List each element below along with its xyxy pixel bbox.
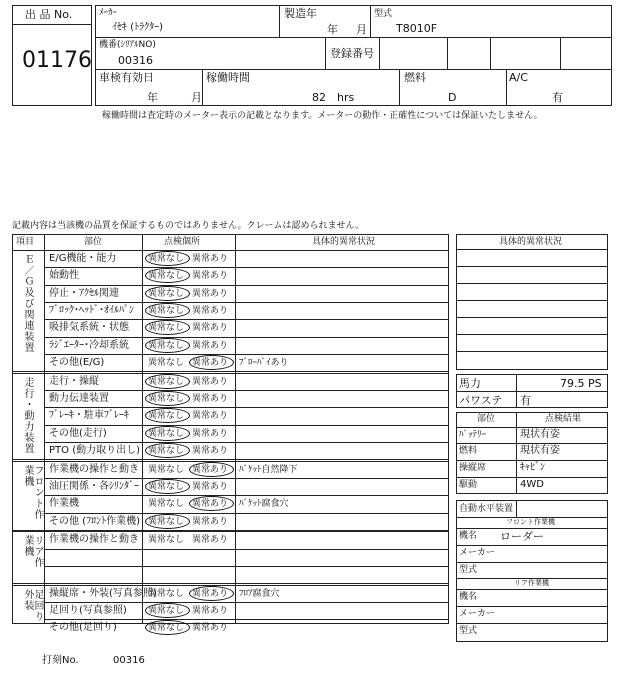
column-header-item: 項目 <box>16 237 35 247</box>
hours-unit: hrs <box>337 91 355 104</box>
part-label: その他 (ﾌﾛﾝﾄ作業機) <box>49 515 140 527</box>
abnormal-option[interactable]: 異常あり <box>192 499 229 510</box>
hours-label: 稼働時間 <box>206 71 250 84</box>
maker-value: ｲｾｷ (ﾄﾗｸﾀｰ) <box>112 22 163 33</box>
normal-circle-mark <box>145 374 190 389</box>
ac-label: A/C <box>509 71 528 84</box>
abnormal-circle-mark <box>189 462 234 477</box>
year-unit: 年 <box>327 23 338 36</box>
detail-text: ﾌﾛｱ腐食穴 <box>239 588 280 599</box>
power-steering-value: 有 <box>520 394 531 407</box>
disclaimer: 記載内容は当該機の品質を保証するものではありません。クレームは認められません。 <box>12 221 365 231</box>
ac-value: 有 <box>552 91 563 104</box>
stamp-number-value: 00316 <box>113 655 145 666</box>
lot-number: 01176 <box>22 48 92 73</box>
part-label: PTO (動力取り出し) <box>49 444 140 456</box>
normal-option[interactable]: 異常なし <box>148 464 185 475</box>
inspection-year: 年 <box>147 91 158 104</box>
result-part: 駆動 <box>459 480 478 490</box>
normal-option[interactable]: 異常なし <box>148 445 185 456</box>
abnormal-circle-mark <box>189 355 234 370</box>
normal-option[interactable]: 異常なし <box>148 323 185 334</box>
front-name-label: 機名 <box>459 531 478 541</box>
registration-label: 登録番号 <box>330 47 374 60</box>
abnormal-option[interactable]: 異常あり <box>192 588 229 599</box>
serial-label: 機番(ｼﾘｱﾙNO) <box>99 40 156 50</box>
part-label: 作業機の操作と動き <box>49 463 139 475</box>
abnormal-option[interactable]: 異常あり <box>192 516 229 527</box>
part-label: 作業機 <box>49 498 79 510</box>
normal-option[interactable]: 異常なし <box>148 340 185 351</box>
inspection-month: 月 <box>191 91 202 104</box>
normal-circle-mark <box>145 603 190 618</box>
column-header-check: 点検個所 <box>164 237 201 247</box>
part-label: 油圧関係・各ｼﾘﾝﾀﾞｰ <box>49 480 139 492</box>
normal-circle-mark <box>145 338 190 353</box>
normal-option[interactable]: 異常なし <box>148 535 185 546</box>
normal-circle-mark <box>145 514 190 529</box>
auto-level-label: 自動水平装置 <box>459 504 514 514</box>
column-header-part: 部位 <box>84 237 103 247</box>
abnormal-option[interactable]: 異常あり <box>192 411 229 422</box>
abnormal-option[interactable]: 異常あり <box>192 535 229 546</box>
part-label: その他(E/G) <box>49 356 105 368</box>
normal-circle-mark <box>145 286 190 301</box>
part-label: 走行・操縦 <box>49 375 99 387</box>
rear-maker-label: メーカー <box>459 609 495 619</box>
abnormal-option[interactable]: 異常あり <box>192 288 229 299</box>
normal-option[interactable]: 異常なし <box>148 428 185 439</box>
normal-option[interactable]: 異常なし <box>148 516 185 527</box>
column-header-detail: 具体的異常状況 <box>312 237 376 247</box>
horsepower-value: 79.5 PS <box>560 377 602 390</box>
result-header: 点検結果 <box>545 414 582 424</box>
inspection-label: 車検有効日 <box>99 71 154 84</box>
normal-option[interactable]: 異常なし <box>148 254 185 264</box>
result-part: 燃料 <box>459 446 478 456</box>
rear-attachment-header: リア作業機 <box>514 579 549 587</box>
fuel-label: 燃料 <box>404 71 426 84</box>
front-name-value: ローダー <box>500 530 544 543</box>
front-maker-label: メーカー <box>459 548 495 558</box>
normal-option[interactable]: 異常なし <box>148 288 185 299</box>
rear-model-label: 型式 <box>459 626 478 636</box>
detail-panel-header: 具体的異常状況 <box>499 237 563 247</box>
part-label: 吸排気系統・状態 <box>49 322 129 334</box>
normal-option[interactable]: 異常なし <box>148 481 185 492</box>
normal-option[interactable]: 異常なし <box>148 305 185 316</box>
hours-note: 稼働時間は査定時のメーター表示の記載となります。メーターの動作・正確性については保証いたしません。 <box>102 111 543 121</box>
fuel-value: D <box>448 91 457 104</box>
abnormal-option[interactable]: 異常あり <box>192 428 229 439</box>
result-value: 現状有姿 <box>520 429 560 440</box>
model-value: T8010F <box>396 22 438 35</box>
horsepower-label: 馬力 <box>459 377 481 390</box>
normal-option[interactable]: 異常なし <box>148 588 185 599</box>
normal-option[interactable]: 異常なし <box>148 393 185 404</box>
part-label: ﾌﾞﾚｰｷ・駐車ﾌﾞﾚｰｷ <box>49 410 129 422</box>
model-label: 型式 <box>374 9 393 19</box>
result-value: ｷｬﾋﾞﾝ <box>520 462 545 473</box>
group-label: 足回り外装 <box>22 588 43 622</box>
detail-text: ﾊﾞｹｯﾄ自然降下 <box>239 464 298 475</box>
front-model-label: 型式 <box>459 565 478 575</box>
part-label: その他(足回り) <box>49 622 117 634</box>
result-part: 操縦席 <box>459 463 487 473</box>
detail-text: ﾊﾞｹｯﾄ腐食穴 <box>239 499 289 510</box>
abnormal-option[interactable]: 異常あり <box>192 606 229 616</box>
part-label: ﾌﾞﾛｯｸ･ﾍｯﾄﾞ･ｵｲﾙﾊﾟﾝ <box>49 304 134 316</box>
part-label: 足回り(写真参照) <box>49 605 127 616</box>
part-label: 動力伝達装置 <box>49 392 109 404</box>
result-part: ﾊﾞｯﾃﾘｰ <box>459 430 487 440</box>
inspection-table <box>12 234 449 634</box>
part-label: 操縦席・外装(写真参照) <box>49 587 157 599</box>
part-label: 始動性 <box>49 270 79 282</box>
group-label: リア作業機 <box>22 535 43 569</box>
lot-number-label: 出 品 No. <box>25 8 73 21</box>
maker-label: ﾒｰｶｰ <box>99 8 118 18</box>
abnormal-option[interactable]: 異常あり <box>192 445 229 456</box>
abnormal-option[interactable]: 異常あり <box>192 323 229 334</box>
normal-option[interactable]: 異常なし <box>148 623 185 634</box>
abnormal-option[interactable]: 異常あり <box>192 305 229 316</box>
normal-circle-mark <box>145 251 190 266</box>
part-label: 停止・ｱｸｾﾙ関連 <box>49 287 119 299</box>
abnormal-option[interactable]: 異常あり <box>192 357 229 368</box>
normal-circle-mark <box>145 391 190 406</box>
rear-name-label: 機名 <box>459 592 478 602</box>
detail-panel <box>456 234 608 370</box>
abnormal-option[interactable]: 異常あり <box>192 340 229 351</box>
normal-option[interactable]: 異常なし <box>148 499 185 510</box>
result-value: 4WD <box>520 479 544 490</box>
normal-option[interactable]: 異常なし <box>148 271 185 282</box>
detail-text: ﾌﾞﾛｰﾊﾞｲあり <box>239 357 289 368</box>
power-steering-label: パワステ <box>459 394 503 407</box>
year-label: 製造年 <box>284 7 317 20</box>
abnormal-option[interactable]: 異常あり <box>192 271 229 282</box>
normal-circle-mark <box>145 426 190 441</box>
abnormal-option[interactable]: 異常あり <box>192 254 229 264</box>
front-attachment-header: フロント作業機 <box>506 518 555 526</box>
part-label: ﾗｼﾞｴｰﾀｰ･冷却系統 <box>49 339 129 351</box>
abnormal-option[interactable]: 異常あり <box>192 376 229 387</box>
result-value: 現状有姿 <box>520 445 560 456</box>
month-unit: 月 <box>356 23 367 36</box>
abnormal-option[interactable]: 異常あり <box>192 464 229 475</box>
abnormal-option[interactable]: 異常あり <box>192 481 229 492</box>
group-label: Ｅ／Ｇ及び関連装置 <box>22 254 33 353</box>
part-header: 部位 <box>477 414 496 424</box>
normal-option[interactable]: 異常なし <box>148 357 185 368</box>
part-label: 作業機の操作と動き <box>49 534 139 546</box>
normal-circle-mark <box>145 479 190 494</box>
serial-value: 00316 <box>118 54 153 67</box>
abnormal-option[interactable]: 異常あり <box>192 623 229 634</box>
abnormal-circle-mark <box>189 586 234 601</box>
stamp-number-label: 打刻No. <box>42 655 79 666</box>
part-label: E/G機能・能力 <box>49 253 117 264</box>
normal-option[interactable]: 異常なし <box>148 411 185 422</box>
part-label: その他(走行) <box>49 427 107 439</box>
hours-value: 82 <box>312 91 326 104</box>
abnormal-option[interactable]: 異常あり <box>192 393 229 404</box>
group-label: 走行・動力装置 <box>22 376 33 454</box>
normal-circle-mark <box>145 303 190 318</box>
normal-option[interactable]: 異常なし <box>148 606 185 616</box>
group-label: フロント作業機 <box>22 464 43 520</box>
normal-circle-mark <box>145 443 190 458</box>
normal-option[interactable]: 異常なし <box>148 376 185 387</box>
